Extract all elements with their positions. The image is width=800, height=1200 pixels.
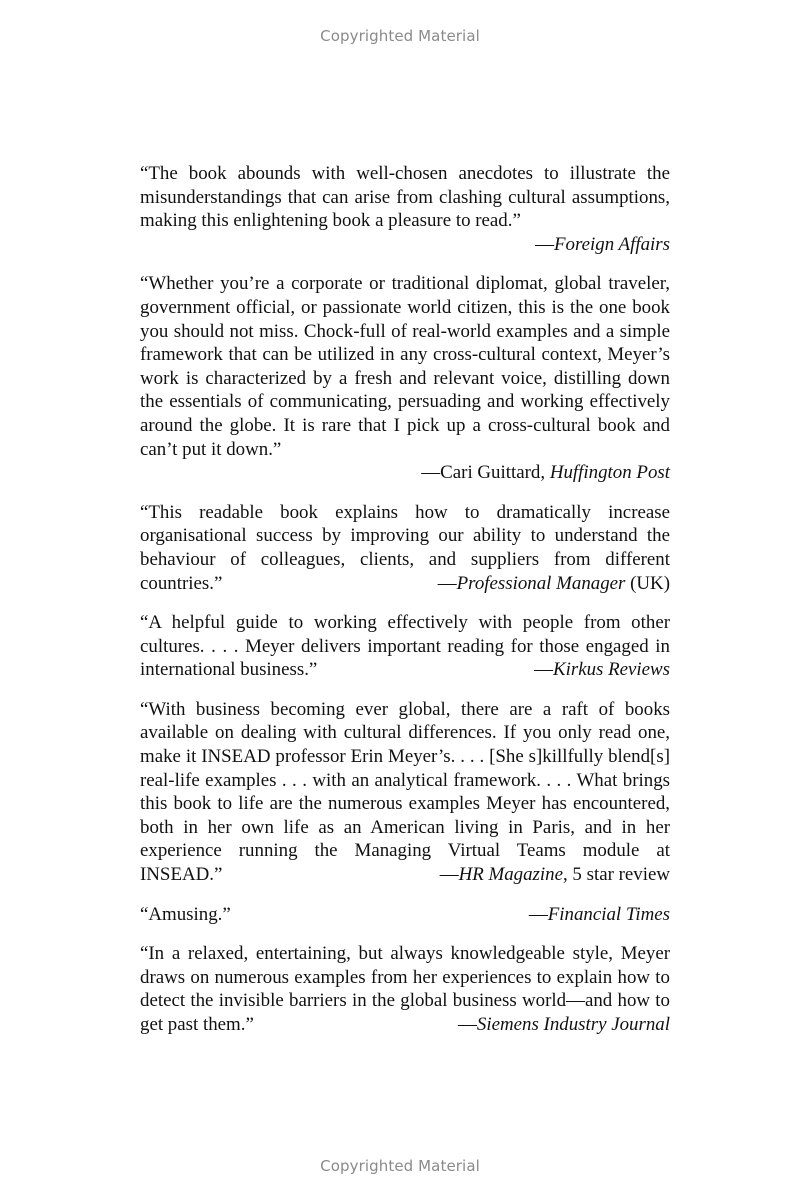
blurb-attribution: —Professional Manager (UK) [437, 572, 670, 594]
source-publication: HR Magazine [458, 864, 563, 886]
blurb-quote: “A helpful guide to working effectively with people from other cultures. . . . Meyer delivers important reading for those engaged in international business.” [140, 612, 670, 681]
blurb-attribution: —Financial Times [528, 903, 670, 925]
blurb-quote: “In a relaxed, entertaining, but always knowledgeable style, Meyer draws on numerous examples from her experiences to explain how to detect the invisible barriers in the global business world—and how to get past them.” [140, 943, 670, 1035]
watermark-bottom: Copyrighted Material [320, 1157, 480, 1175]
praise-blurb [140, 611, 670, 682]
source-publication: Foreign Affairs [554, 233, 670, 255]
blurb-attribution: —Kirkus Reviews [534, 659, 670, 681]
blurb-attribution: —Cari Guittard, Huffington Post [421, 462, 670, 484]
praise-blurb [140, 162, 670, 256]
blurb-quote: “Whether you’re a corporate or traditional diplomat, global traveler, government official, or passionate world citizen, this is the one book you should not miss. Chock-full of real-world examples and a simple framework that can be utilized in any cross-cultural context, Meyer’s work is characterized by a fresh and relevant voice, distilling down the essentials of communicating, persuading and working effectively around the globe. It is rare that I pick up a cross-cultural book and can’t put it down.” [140, 273, 670, 460]
praise-blurb [140, 942, 670, 1036]
blurb-attribution: —Foreign Affairs [535, 233, 670, 255]
blurb-attribution: —Siemens Industry Journal [458, 1014, 670, 1035]
blurb-quote: “With business becoming ever global, there are a raft of books available on dealing with cultural differences. If you only read one, make it INSEAD professor Erin Meyer’s. . . . [She s]killfully blend[s] real-life examples . . . with an analytical framework. . . . What brings this book to life are the numerous examples Meyer has encountered, both in her own life as an American living in Paris, and in her experience running the Managing Virtual Teams module at INSEAD.” [140, 698, 670, 886]
praise-blurb [140, 698, 670, 887]
blurb-quote: “The book abounds with well-chosen anecdotes to illustrate the misunderstandings that can arise from clashing cultural assumptions, making this enlightening book a pleasure to read.” [140, 163, 670, 232]
blurb-quote: “This readable book explains how to dramatically increase organisational success by improving our ability to understand the behaviour of colleagues, clients, and suppliers from different countries.” [140, 501, 670, 594]
praise-blurb [140, 272, 670, 484]
praise-page [140, 162, 670, 1053]
source-publication: Professional Manager [456, 572, 626, 594]
source-publication: Siemens Industry Journal [476, 1014, 670, 1035]
source-publication: Huffington Post [549, 462, 670, 484]
source-publication: Financial Times [547, 903, 670, 925]
praise-blurb [140, 903, 670, 927]
watermark-top: Copyrighted Material [320, 27, 480, 45]
blurb-attribution: —HR Magazine, 5 star review [439, 864, 670, 886]
praise-blurb [140, 501, 670, 595]
blurb-quote: “Amusing.” [140, 903, 231, 925]
source-publication: Kirkus Reviews [553, 659, 670, 681]
